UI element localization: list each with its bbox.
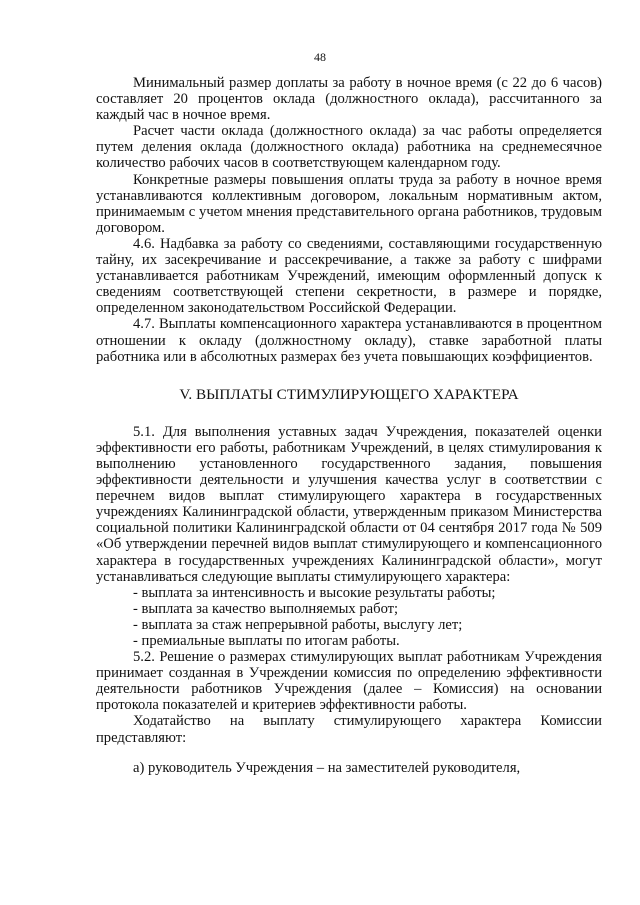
paragraph: 4.7. Выплаты компенсационного характера устанавливаются в процентном отношении к окладу (должностному окладу), ставке заработной платы работника или в абсолютных размерах без учета повышающих коэффициентов. xyxy=(96,316,602,365)
paragraph: Минимальный размер доплаты за работу в ночное время (с 22 до 6 часов) составляет 20 процентов оклада (должностного оклада), рассчитанного за каждый час в ночное время. xyxy=(96,75,602,124)
paragraph: 5.1. Для выполнения уставных задач Учреждения, показателей оценки эффективности его работы, работникам Учреждений, в целях стимулирования к выполнению установленного государственного задания, повышения эффективности деятельности и улучшения качества услуг в соответствии с перечнем видов выплат стимулирующего характера в государственных учреждениях Калининградской области, утвержденным приказом Министерства социальной политики Калининградской области от 04 сентября 2017 года № 509 «Об утверждении перечней видов выплат стимулирующего и компенсационного характера в государственных учреждениях Калининградской области», могут устанавливаться следующие выплаты стимулирующего характера: xyxy=(96,423,602,585)
page-number: 48 xyxy=(314,50,326,64)
paragraph: Конкретные размеры повышения оплаты труда за работу в ночное время устанавливаются коллективным договором, локальным нормативным актом, принимаемым с учетом мнения представительного органа работников, трудовым договором. xyxy=(96,171,602,236)
list-item: - премиальные выплаты по итогам работы. xyxy=(133,633,400,649)
document-body xyxy=(96,75,602,776)
paragraph: а) руководитель Учреждения – на заместителей руководителя, xyxy=(133,759,521,776)
section-heading: V. ВЫПЛАТЫ СТИМУЛИРУЮЩЕГО ХАРАКТЕРА xyxy=(179,385,519,403)
paragraph: 4.6. Надбавка за работу со сведениями, составляющими государственную тайну, их засекречивание и рассекречивание, а также за работу с шифрами устанавливается работникам Учреждений, имеющим оформленный допуск к сведениям соответствующей степени секретности, в размере и порядке, определенном законодательством Российской Федерации. xyxy=(96,235,602,317)
paragraph: Расчет части оклада (должностного оклада) за час работы определяется путем деления оклада (должностного оклада) работника на среднемесячное количество рабочих часов в соответствующем календарном году. xyxy=(96,123,602,172)
paragraph: Ходатайство на выплату стимулирующего характера Комиссии представляют: xyxy=(96,713,602,746)
list-item: - выплата за стаж непрерывной работы, выслугу лет; xyxy=(133,616,463,633)
paragraph: 5.2. Решение о размерах стимулирующих выплат работникам Учреждения принимает созданная в Учреждении комиссия по определению эффективности деятельности работников Учреждения (далее – Комиссия) на основании протокола показателей и критериев эффективности работы. xyxy=(96,649,602,714)
spacer xyxy=(96,746,602,760)
list-item: - выплата за качество выполняемых работ; xyxy=(133,600,399,617)
list-item: - выплата за интенсивность и высокие результаты работы; xyxy=(133,584,496,601)
